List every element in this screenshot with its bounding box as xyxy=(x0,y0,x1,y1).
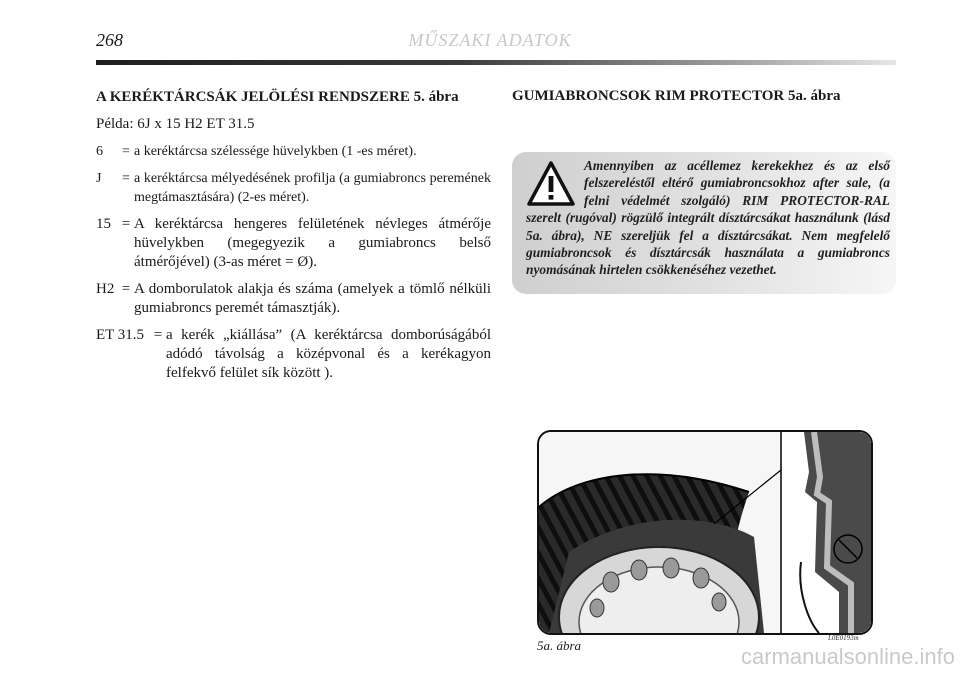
warning-text-block xyxy=(512,157,890,279)
equals-sign: = xyxy=(122,144,130,159)
section-heading-rim-marking: A KERÉKTÁRCSÁK JELÖLÉSI RENDSZERE 5. ábra xyxy=(96,89,459,105)
definition-text: a keréktárcsa mélyedésének profilja (a gumiabroncs peremének megtámasztására) (2-es méret). xyxy=(134,171,491,205)
definition-row xyxy=(96,326,491,383)
definition-row xyxy=(96,142,491,161)
watermark: carmanualsonline.info xyxy=(740,644,955,669)
definition-row xyxy=(96,280,491,318)
section-heading-rim-protector: GUMIABRONCSOK RIM PROTECTOR 5a. ábra xyxy=(512,88,841,104)
definition-text: a keréktárcsa szélessége hüvelykben (1 -es méret). xyxy=(134,144,417,159)
equals-sign: = xyxy=(122,171,130,186)
equals-sign: = xyxy=(121,281,131,297)
equals-sign: = xyxy=(121,216,131,232)
warning-triangle-icon xyxy=(526,160,576,208)
definition-text: a kerék „kiállása” (A keréktárcsa domborúságából adódó távolság a középvonal és a kerékagyon felfekvő felület sík között ). xyxy=(166,327,491,381)
definition-row xyxy=(96,215,491,272)
chapter-title: MŰSZAKI ADATOK xyxy=(408,30,572,50)
figure-code: L0E0193m xyxy=(828,634,859,642)
right-column xyxy=(512,88,896,113)
warning-text: Amennyiben az acéllemez kerekekhez és az első felszereléstől eltérő gumiabroncsokhoz after sale, (a felni védelmét szolgáló) RIM PROTECTOR-RAL szerelt (rugóval) rögzülő integrált dísztárcsákat használunk (lásd 5a. ábra), NE szereljük fel a dísztárcsákat. Nem megfelelő gumiabroncsok és dísztárcsák használata a gumiabroncs nyomásának hirtelen csökkenéséhez vezethet. xyxy=(526,158,890,278)
definition-row xyxy=(96,169,491,207)
definition-key: 15 xyxy=(96,216,111,232)
definition-text: A domborulatok alakja és száma (amelyek a tömlő nélküli gumiabroncs peremét támasztják). xyxy=(134,281,491,316)
definition-key: J xyxy=(96,171,102,186)
tyre-illustration xyxy=(539,432,871,633)
left-column xyxy=(96,88,491,391)
definition-text: A keréktárcsa hengeres felületének névleges átmérője hüvelykben (megegyezik a gumiabroncs belső átmérőjével) (3-as méret = Ø). xyxy=(134,216,491,270)
header-rule xyxy=(96,60,896,65)
figure-rim-protector xyxy=(537,430,873,635)
example-line: Példa: 6J x 15 H2 ET 31.5 xyxy=(96,116,255,132)
figure-caption: 5a. ábra xyxy=(537,638,582,653)
definition-key: 6 xyxy=(96,144,103,159)
page-number: 268 xyxy=(96,30,123,50)
definition-key: ET 31.5 xyxy=(96,327,145,343)
definition-key: H2 xyxy=(96,281,115,297)
equals-sign: = xyxy=(153,327,163,343)
